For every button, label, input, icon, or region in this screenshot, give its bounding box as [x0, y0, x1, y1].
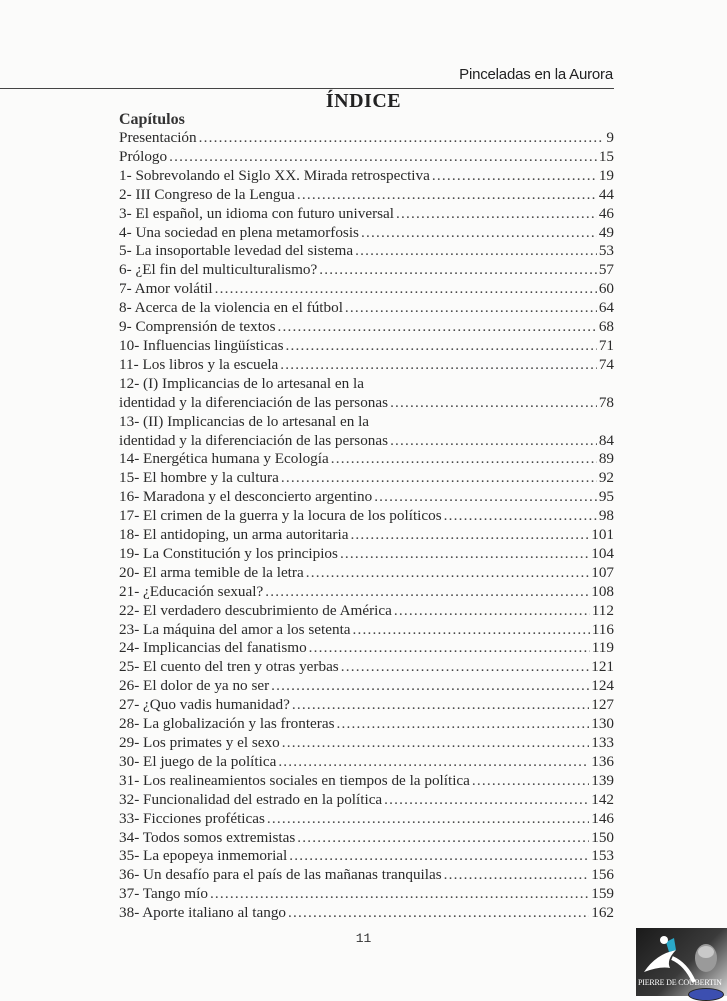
toc-entry [119, 564, 614, 583]
dot-leader [390, 394, 597, 413]
toc-line [119, 791, 614, 810]
page-number: 11 [355, 931, 372, 946]
toc-entry [119, 356, 614, 375]
toc-entry-title: 15- El hombre y la cultura [119, 469, 279, 487]
toc-entry [119, 261, 614, 280]
toc-entry-page: 150 [591, 828, 614, 846]
dot-leader [309, 639, 590, 658]
toc-line [119, 885, 614, 904]
toc-entry-title: 31- Los realineamientos sociales en tiempos de la política [119, 771, 470, 789]
dot-leader [278, 318, 597, 337]
toc-entry-title: 7- Amor volátil [119, 280, 213, 298]
toc-line [119, 375, 614, 394]
toc-entry-page: 112 [591, 601, 614, 619]
dot-leader [265, 583, 589, 602]
toc-entry-title: 14- Energética humana y Ecología [119, 450, 329, 468]
dot-leader [353, 621, 590, 640]
toc-entry-title: 13- (II) Implicancias de lo artesanal en la [119, 412, 370, 430]
toc-line [119, 696, 614, 715]
toc-entry-page: 74 [598, 355, 614, 373]
toc-entry-title: 5- La insoportable levedad del sistema [119, 242, 354, 260]
toc-entry [119, 696, 614, 715]
toc-entry-title: 8- Acerca de la violencia en el fútbol [119, 299, 343, 317]
toc-entry-title: 24- Implicancias del fanatismo [119, 639, 307, 657]
toc-entry-page: 49 [598, 223, 614, 241]
toc-entry-page: 146 [591, 809, 614, 827]
toc-line [119, 280, 614, 299]
toc-entry [119, 583, 614, 602]
dot-leader [210, 885, 589, 904]
toc-line [119, 224, 614, 243]
toc-line [119, 337, 614, 356]
header-rule [0, 88, 614, 89]
toc-entry [119, 242, 614, 261]
running-header [0, 0, 727, 90]
toc-entry-title: 35- La epopeya inmemorial [119, 847, 288, 865]
toc-line [119, 469, 614, 488]
toc-line [119, 545, 614, 564]
toc-entry [119, 450, 614, 469]
toc-entry-title: 34- Todos somos extremistas [119, 828, 296, 846]
toc-entry-title: 4- Una sociedad en plena metamorfosis [119, 223, 359, 241]
toc-entry-title: 32- Funcionalidad del estrado en la política [119, 790, 383, 808]
toc-entry-title: 1- Sobrevolando el Siglo XX. Mirada retrospectiva [119, 166, 430, 184]
toc-entry-page: 89 [598, 450, 614, 468]
toc-line [119, 810, 614, 829]
toc-entry [119, 715, 614, 734]
toc-entry-title: 36- Un desafío para el país de las mañanas tranquilas [119, 866, 442, 884]
toc-line [119, 829, 614, 848]
toc-line [119, 639, 614, 658]
toc-entry-page: 95 [598, 488, 614, 506]
toc-entry [119, 129, 614, 148]
dot-leader [337, 715, 590, 734]
toc-entry [119, 677, 614, 696]
logo-text: PIERRE DE COUBERTIN [638, 978, 722, 987]
toc-entry [119, 318, 614, 337]
dot-leader [350, 526, 589, 545]
toc-entry-title: 16- Maradona y el desconcierto argentino [119, 488, 373, 506]
toc-entry-title: 33- Ficciones proféticas [119, 809, 265, 827]
table-of-contents [119, 129, 614, 923]
toc-entry [119, 205, 614, 224]
toc-entry-title: 30- El juego de la política [119, 752, 277, 770]
dot-leader [319, 261, 597, 280]
dot-leader [282, 734, 590, 753]
toc-line [119, 564, 614, 583]
toc-entry-title: 20- El arma temible de la letra [119, 563, 304, 581]
toc-entry [119, 469, 614, 488]
toc-entry-page: 15 [598, 147, 614, 165]
toc-entry-title: 19- La Constitución y los principios [119, 544, 338, 562]
toc-entry-title: 22- El verdadero descubrimiento de América [119, 601, 392, 619]
dot-leader [280, 356, 597, 375]
toc-entry-title: 25- El cuento del tren y otras yerbas [119, 658, 339, 676]
toc-entry-title: 10- Influencias lingüísticas [119, 336, 284, 354]
dot-leader [297, 829, 589, 848]
toc-entry [119, 829, 614, 848]
toc-line [119, 242, 614, 261]
toc-entry-page: 108 [591, 582, 614, 600]
toc-entry-title: 3- El español, un idioma con futuro universal [119, 204, 394, 222]
toc-entry-page: 119 [591, 639, 614, 657]
toc-entry-title: 21- ¿Educación sexual? [119, 582, 264, 600]
dot-leader [361, 224, 597, 243]
toc-entry-page: 64 [598, 299, 614, 317]
toc-entry-title: 17- El crimen de la guerra y la locura de los políticos [119, 507, 442, 525]
dot-leader [472, 772, 589, 791]
toc-entry-page: 162 [591, 904, 614, 922]
dot-leader [340, 545, 589, 564]
dot-leader [374, 488, 597, 507]
toc-entry-title: 12- (I) Implicancias de lo artesanal en la [119, 374, 364, 392]
dot-leader [341, 658, 589, 677]
toc-entry-title: 23- La máquina del amor a los setenta [119, 620, 351, 638]
toc-entry [119, 866, 614, 885]
toc-entry-page: 139 [591, 771, 614, 789]
dot-leader [215, 280, 597, 299]
toc-entry [119, 337, 614, 356]
toc-line [119, 734, 614, 753]
dot-leader [286, 337, 597, 356]
toc-line [119, 753, 614, 772]
toc-entry [119, 186, 614, 205]
toc-line [119, 205, 614, 224]
toc-line [119, 450, 614, 469]
toc-entry [119, 621, 614, 640]
dot-leader [384, 791, 589, 810]
toc-entry-page: 136 [591, 752, 614, 770]
dot-leader [331, 450, 597, 469]
toc-entry [119, 639, 614, 658]
toc-entry-title: 9- Comprensión de textos [119, 318, 276, 336]
toc-line [119, 507, 614, 526]
toc-entry [119, 488, 614, 507]
toc-entry [119, 545, 614, 564]
toc-line [119, 299, 614, 318]
toc-entry [119, 413, 614, 451]
toc-entry-title: identidad y la diferenciación de las personas [119, 393, 389, 411]
dot-leader [288, 904, 589, 923]
toc-entry-page: 121 [591, 658, 614, 676]
toc-entry-title: 38- Aporte italiano al tango [119, 904, 287, 922]
toc-entry-page: 71 [598, 336, 614, 354]
dot-leader [306, 564, 590, 583]
dot-leader [278, 753, 589, 772]
toc-line [119, 261, 614, 280]
toc-line [119, 602, 614, 621]
toc-entry-title: 28- La globalización y las fronteras [119, 715, 335, 733]
toc-entry-title: identidad y la diferenciación de las personas [119, 431, 389, 449]
toc-entry [119, 734, 614, 753]
toc-entry-title: Prólogo [119, 147, 168, 165]
toc-line [119, 394, 614, 413]
toc-line [119, 583, 614, 602]
toc-entry-page: 127 [591, 696, 614, 714]
toc-entry [119, 299, 614, 318]
dot-leader [297, 186, 597, 205]
toc-entry-page: 44 [598, 185, 614, 203]
toc-entry [119, 791, 614, 810]
toc-line [119, 413, 614, 432]
toc-entry [119, 658, 614, 677]
toc-line [119, 167, 614, 186]
runner-logo-icon [636, 928, 727, 1000]
toc-entry-page: 84 [598, 431, 614, 449]
toc-entry [119, 753, 614, 772]
toc-entry-page: 68 [598, 318, 614, 336]
toc-entry [119, 507, 614, 526]
toc-line [119, 488, 614, 507]
toc-line [119, 658, 614, 677]
toc-entry [119, 375, 614, 413]
toc-entry-title: 37- Tango mío [119, 885, 208, 903]
toc-entry-page: 78 [598, 393, 614, 411]
toc-entry-page: 130 [591, 715, 614, 733]
toc-entry-page: 46 [598, 204, 614, 222]
toc-entry-page: 107 [591, 563, 614, 581]
dot-leader [394, 602, 590, 621]
toc-entry-page: 19 [598, 166, 614, 184]
toc-entry-page: 92 [598, 469, 614, 487]
dot-leader [396, 205, 597, 224]
toc-entry [119, 904, 614, 923]
toc-entry-title: 29- Los primates y el sexo [119, 734, 280, 751]
toc-entry-title: 26- El dolor de ya no ser [119, 677, 270, 695]
toc-line [119, 866, 614, 885]
toc-entry-page: 57 [598, 261, 614, 279]
toc-line [119, 356, 614, 375]
toc-entry [119, 847, 614, 866]
running-title: Pinceladas en la Aurora [459, 66, 613, 83]
dot-leader [267, 810, 589, 829]
index-title: ÍNDICE [325, 90, 402, 112]
toc-entry-title: 6- ¿El fin del multiculturalismo? [119, 261, 318, 279]
section-label: Capítulos [119, 111, 185, 128]
toc-entry-title: 2- III Congreso de la Lengua [119, 185, 295, 203]
toc-entry [119, 602, 614, 621]
toc-line [119, 129, 614, 148]
toc-line [119, 621, 614, 640]
dot-leader [355, 242, 597, 261]
toc-entry-page: 159 [591, 885, 614, 903]
toc-entry [119, 280, 614, 299]
toc-entry-page: 60 [598, 280, 614, 298]
toc-entry-page: 116 [591, 620, 614, 638]
dot-leader [444, 866, 590, 885]
toc-entry [119, 526, 614, 545]
toc-entry-title: Presentación [119, 129, 197, 146]
toc-line [119, 148, 614, 167]
dot-leader [199, 129, 605, 148]
toc-entry [119, 167, 614, 186]
toc-line [119, 904, 614, 923]
dot-leader [271, 677, 589, 696]
toc-entry-page: 124 [591, 677, 614, 695]
toc-entry-title: 18- El antidoping, un arma autoritaria [119, 526, 349, 544]
dot-leader [345, 299, 597, 318]
dot-leader [292, 696, 589, 715]
toc-entry-page: 53 [598, 242, 614, 260]
toc-line [119, 318, 614, 337]
toc-entry-page: 101 [591, 526, 614, 544]
toc-entry-page: 104 [591, 544, 614, 562]
toc-line [119, 677, 614, 696]
toc-entry-page: 98 [598, 507, 614, 525]
dot-leader [169, 148, 597, 167]
dot-leader [289, 847, 589, 866]
toc-line [119, 772, 614, 791]
toc-entry-page: 153 [591, 847, 614, 865]
toc-entry [119, 885, 614, 904]
toc-entry-page: 142 [591, 790, 614, 808]
dot-leader [432, 167, 597, 186]
toc-entry [119, 810, 614, 829]
toc-entry-title: 11- Los libros y la escuela [119, 355, 279, 373]
toc-line [119, 526, 614, 545]
toc-entry [119, 224, 614, 243]
logo-disc [688, 988, 724, 1001]
toc-entry-page: 156 [591, 866, 614, 884]
toc-entry [119, 148, 614, 167]
dot-leader [390, 432, 597, 451]
toc-entry-page: 133 [591, 734, 614, 751]
toc-line [119, 847, 614, 866]
toc-entry [119, 772, 614, 791]
dot-leader [444, 507, 597, 526]
toc-entry-title: 27- ¿Quo vadis humanidad? [119, 696, 290, 714]
dot-leader [281, 469, 597, 488]
toc-line [119, 715, 614, 734]
toc-line [119, 186, 614, 205]
toc-entry-page: 9 [606, 129, 614, 146]
toc-line [119, 432, 614, 451]
